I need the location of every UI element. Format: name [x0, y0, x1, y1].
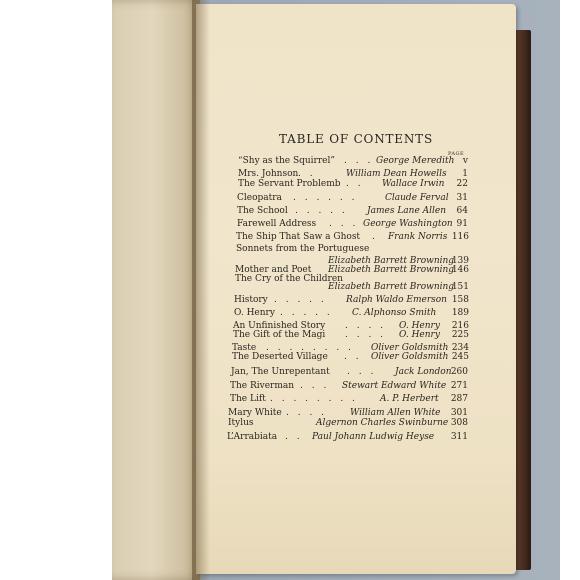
toc-title: TABLE OF CONTENTS	[279, 132, 433, 146]
toc-entry	[237, 205, 470, 217]
toc-entry	[234, 307, 471, 319]
entry-title: O. Henry	[234, 308, 275, 318]
toc-entry	[232, 351, 471, 363]
leader-dots: . . . .	[286, 408, 328, 418]
entry-author: Oliver Goldsmith	[371, 352, 449, 362]
leader-dots: . . . .	[345, 330, 387, 340]
toc-entry	[228, 417, 471, 429]
entry-title: Mrs. Johnson	[238, 169, 299, 179]
entry-title: The Riverman	[230, 381, 295, 391]
entry-author: Algernon Charles Swinburne	[316, 418, 449, 428]
entry-title: The School	[237, 206, 288, 216]
toc-entry	[234, 294, 471, 306]
leader-dots: . . .	[300, 381, 330, 391]
entry-title: History	[234, 295, 268, 305]
entry-page: 260	[450, 367, 468, 377]
entry-page: 64	[456, 206, 468, 216]
entry-page: 225	[451, 330, 469, 340]
toc-entry	[227, 431, 471, 443]
entry-page: 287	[450, 394, 468, 404]
entry-author: George Washington	[363, 219, 453, 229]
entry-title: L’Arrabiata	[227, 432, 278, 442]
toc-entry	[231, 366, 471, 378]
leader-dots: . . . . . . . .	[266, 343, 354, 353]
toc-entry	[236, 231, 471, 243]
toc-entry	[238, 178, 470, 190]
leader-dots: . .	[285, 432, 303, 442]
entry-title: Mary White	[228, 408, 282, 418]
entry-page: 146	[451, 265, 469, 275]
page-column-header: PAGE	[448, 151, 465, 157]
leader-dots: . .	[344, 352, 362, 362]
entry-page: 91	[456, 219, 468, 229]
left-page	[112, 0, 200, 580]
entry-author: William Allen White	[350, 408, 441, 418]
entry-author: James Lane Allen	[367, 206, 447, 216]
toc-entry	[230, 393, 471, 405]
entry-author: Elizabeth Barrett Browning	[328, 265, 455, 275]
entry-title: Jan, The Unrepentant	[231, 367, 330, 377]
entry-author: A. P. Herbert	[380, 394, 439, 404]
entry-page: 308	[450, 418, 468, 428]
leader-dots: . . . . .	[280, 308, 333, 318]
entry-title: Sonnets from the Portuguese	[236, 244, 370, 254]
entry-title: The Deserted Village	[232, 352, 328, 362]
entry-page: 151	[451, 282, 469, 292]
entry-title: Farewell Address	[237, 219, 317, 229]
entry-page: 139	[451, 256, 469, 266]
book-gutter-shadow	[192, 0, 210, 580]
entry-page: 271	[450, 381, 468, 391]
entry-author: C. Alphonso Smith	[352, 308, 437, 318]
entry-title: Itylus	[228, 418, 254, 428]
entry-page: 311	[450, 432, 468, 442]
entry-title: An Unfinished Story	[233, 321, 326, 331]
entry-page: 1	[462, 169, 468, 179]
leader-dots: . . .	[347, 367, 377, 377]
entry-author: Elizabeth Barrett Browning	[328, 282, 455, 292]
entry-author: Ralph Waldo Emerson	[346, 295, 447, 305]
entry-title: The Cry of the Children	[235, 274, 343, 284]
entry-author: Paul Johann Ludwig Heyse	[312, 432, 435, 442]
entry-author: O. Henry	[399, 330, 440, 340]
entry-title: The Gift of the Magi	[233, 330, 326, 340]
entry-title: The Lift	[230, 394, 266, 404]
entry-title: “Shy as the Squirrel”	[238, 156, 335, 166]
entry-page: 234	[451, 343, 469, 353]
leader-dots: .	[372, 232, 378, 242]
entry-title: The Servant Problemb	[238, 179, 341, 189]
entry-page: 189	[451, 308, 469, 318]
entry-page: 31	[456, 193, 468, 203]
toc-entry	[233, 329, 471, 341]
toc-entry	[234, 281, 471, 293]
entry-author: Wallace Irwin	[382, 179, 445, 189]
entry-author: Oliver Goldsmith	[371, 343, 449, 353]
entry-page: 245	[451, 352, 469, 362]
leader-dots: . . . . .	[274, 295, 327, 305]
toc-entry	[237, 192, 470, 204]
entry-page: v	[462, 156, 468, 166]
entry-author: O. Henry	[399, 321, 440, 331]
leader-dots: . .	[346, 179, 364, 189]
entry-page: 301	[450, 408, 468, 418]
entry-page: 216	[451, 321, 469, 331]
entry-author: Jack London	[395, 367, 452, 377]
leader-dots: . . .	[329, 219, 359, 229]
entry-title: Cleopatra	[237, 193, 282, 203]
entry-author: Stewart Edward White	[342, 381, 447, 391]
entry-title: The Ship That Saw a Ghost	[236, 232, 361, 242]
leader-dots: . . . . .	[295, 206, 348, 216]
entry-page: 116	[451, 232, 469, 242]
leader-dots: . . . . . .	[293, 193, 358, 203]
leader-dots: . .	[298, 169, 316, 179]
entry-page: 158	[451, 295, 469, 305]
entry-author: William Dean Howells	[346, 169, 447, 179]
toc-entry	[230, 380, 471, 392]
entry-title: Taste	[232, 343, 257, 353]
entry-author: Elizabeth Barrett Browning	[328, 256, 455, 266]
leader-dots: . . . .	[345, 321, 387, 331]
toc-entry	[237, 218, 470, 230]
leader-dots: . . .	[344, 156, 374, 166]
entry-author: George Meredith	[376, 156, 455, 166]
toc-entry	[236, 243, 471, 255]
entry-author: Claude Ferval	[385, 193, 449, 203]
toc-entry	[238, 155, 470, 167]
leader-dots: . . . . . . . .	[270, 394, 358, 404]
entry-page: 22	[456, 179, 468, 189]
entry-author: Frank Norris	[388, 232, 448, 242]
entry-title: Mother and Poet	[235, 265, 312, 275]
